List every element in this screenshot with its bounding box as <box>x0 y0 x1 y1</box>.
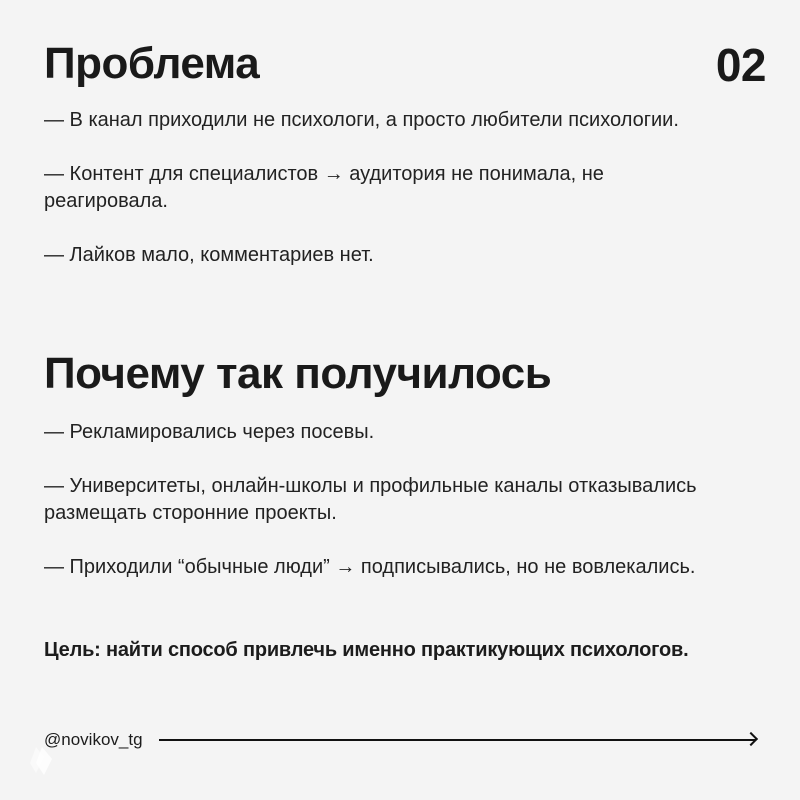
arrow-right-icon[interactable] <box>159 739 756 741</box>
why-bullet-list <box>44 419 724 608</box>
problem-bullet-list <box>44 107 724 296</box>
footer <box>44 728 756 752</box>
bullet-item: — В канал приходили не психологи, а просто любители психологии. <box>44 109 679 131</box>
bullet-item: — Рекламировались через посевы. <box>44 421 375 443</box>
goal-statement: Цель: найти способ привлечь именно практикующих психологов. <box>44 639 689 661</box>
arrow-head-icon <box>744 732 758 746</box>
bullet-item: — Контент для специалистов → аудитория не понимала, не реагировала. <box>44 163 604 212</box>
author-handle-link[interactable]: @novikov_tg <box>44 730 143 749</box>
bullet-item: — Университеты, онлайн-школы и профильные каналы отказывались размещать сторонние проекты. <box>44 475 697 524</box>
section-title-problem: Проблема <box>44 39 260 88</box>
diamond-logo-icon <box>26 745 56 777</box>
bullet-item: — Лайков мало, комментариев нет. <box>44 244 374 266</box>
section-title-why: Почему так получилось <box>44 349 552 398</box>
page-number: 02 <box>715 39 766 91</box>
bullet-item: — Приходили “обычные люди” → подписывались, но не вовлекались. <box>44 556 696 578</box>
